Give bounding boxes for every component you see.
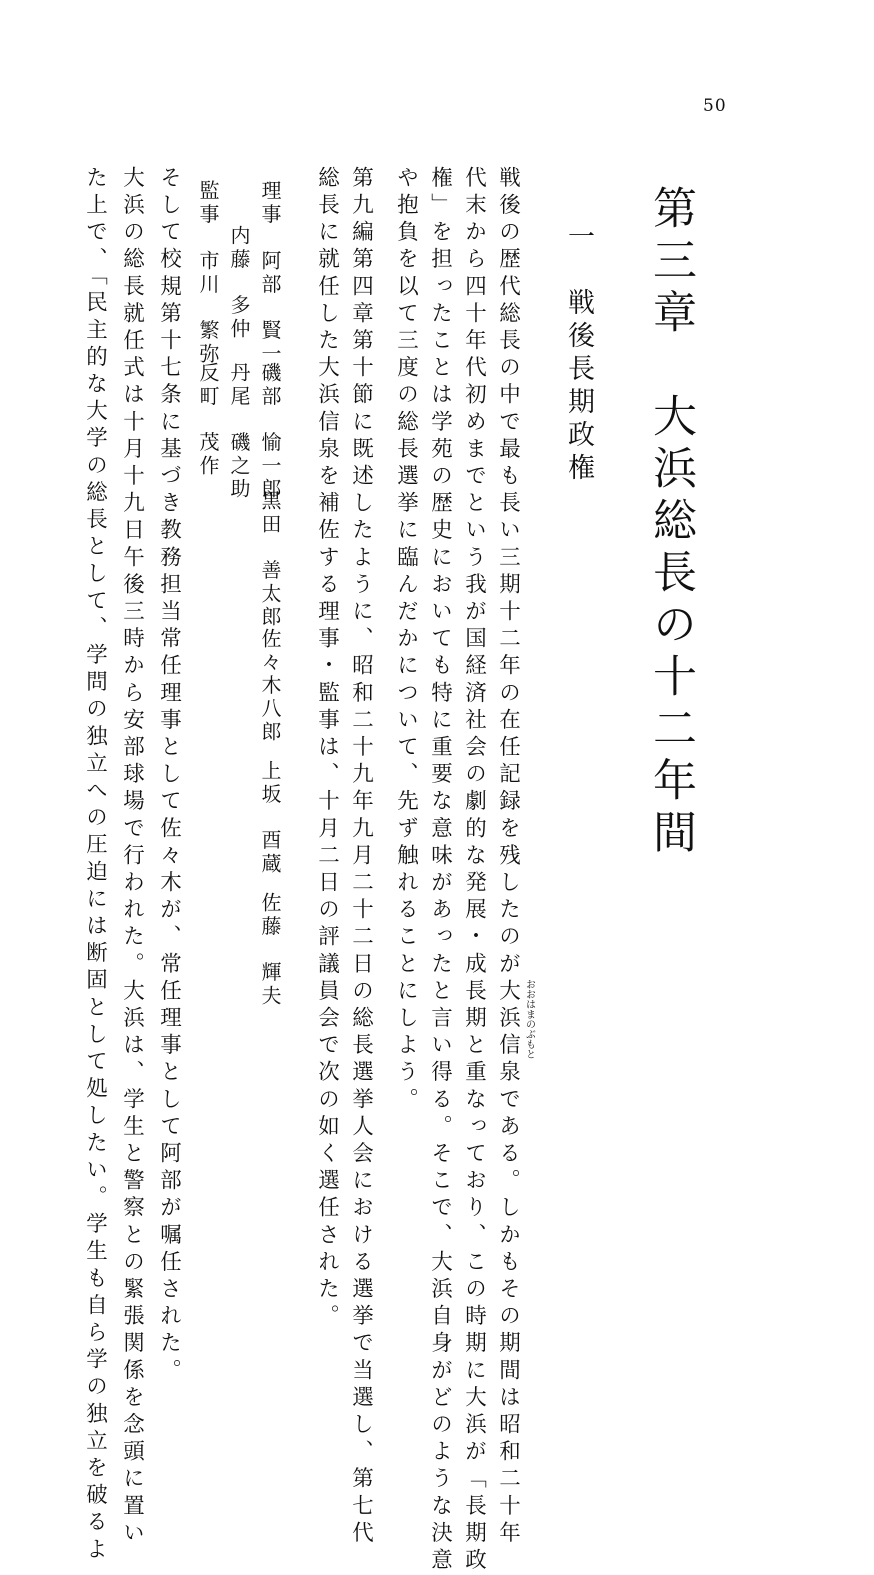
paragraph1-line2: 代末から四十年代初めまでという我が国経済社会の劇的な発展・成長期と重なっており、この時期に大浜が「長期政 (461, 166, 487, 1575)
section-title: 一 戦後長期政権 (563, 222, 594, 486)
paragraph1-line1 (495, 166, 535, 1549)
paragraph1-line1-after: である。しかもその期間は昭和二十年 (495, 1087, 521, 1549)
paragraph2-line3: た上で、「民主的な大学の総長として、学問の独立への圧迫には断固として処したい。学生も自ら学の独立を破るよ (82, 166, 108, 1565)
officers-auditors-label: 監事 (196, 180, 220, 227)
ruby-reading: おおはまのぶもと (523, 979, 535, 1059)
officer-name: 磯部 愉一郎 (258, 362, 282, 502)
paragraph2-line1: そして校規第十七条に基づき教務担当常任理事として佐々木が、常任理事として阿部が嘱任された。 (156, 166, 182, 1386)
chapter-title: 第三章 大浜総長の十二年間 (645, 185, 696, 861)
officer-name: 市川 繁弥 (196, 250, 220, 366)
ruby-base: 大浜信泉 (495, 979, 521, 1088)
officer-name: 黒田 善太郎 (258, 490, 282, 630)
officer-name: 佐藤 輝夫 (258, 892, 282, 1008)
ruby-okuri (495, 979, 535, 1088)
paragraph1-line3: 権」を担ったことは学苑の歴史においても特に重要な意味があったと言い得る。そこで、大浜自身がどのような決意 (427, 166, 453, 1575)
paragraph1-line5: 第九編第四章第十節に既述したように、昭和二十九年九月二十二日の総長選挙人会における選挙で当選し、第七代 (348, 166, 374, 1549)
officer-name: 上坂 酉蔵 (258, 760, 282, 876)
officers-directors-label: 理事 (258, 180, 282, 227)
officer-name: 阿部 賢一 (258, 250, 282, 366)
page-number: 50 (703, 96, 727, 116)
officer-name: 丹尾 磯之助 (227, 362, 251, 502)
officer-name: 反町 茂作 (196, 362, 220, 478)
officer-name: 内藤 多仲 (227, 225, 251, 341)
paragraph1-line1-before: 戦後の歴代総長の中で最も長い三期十二年の在任記録を残したのが (495, 166, 521, 979)
paragraph2-line2: 大浜の総長就任式は十月十九日午後三時から安部球場で行われた。大浜は、学生と警察との緊張関係を念頭に置い (119, 166, 145, 1549)
paragraph1-line6: 総長に就任した大浜信泉を補佐する理事・監事は、十月二日の評議員会で次の如く選任された。 (314, 166, 340, 1332)
paragraph1-line4: や抱負を以て三度の総長選挙に臨んだかについて、先ず触れることにしよう。 (393, 166, 419, 1115)
officer-name: 佐々木八郎 (258, 628, 282, 744)
